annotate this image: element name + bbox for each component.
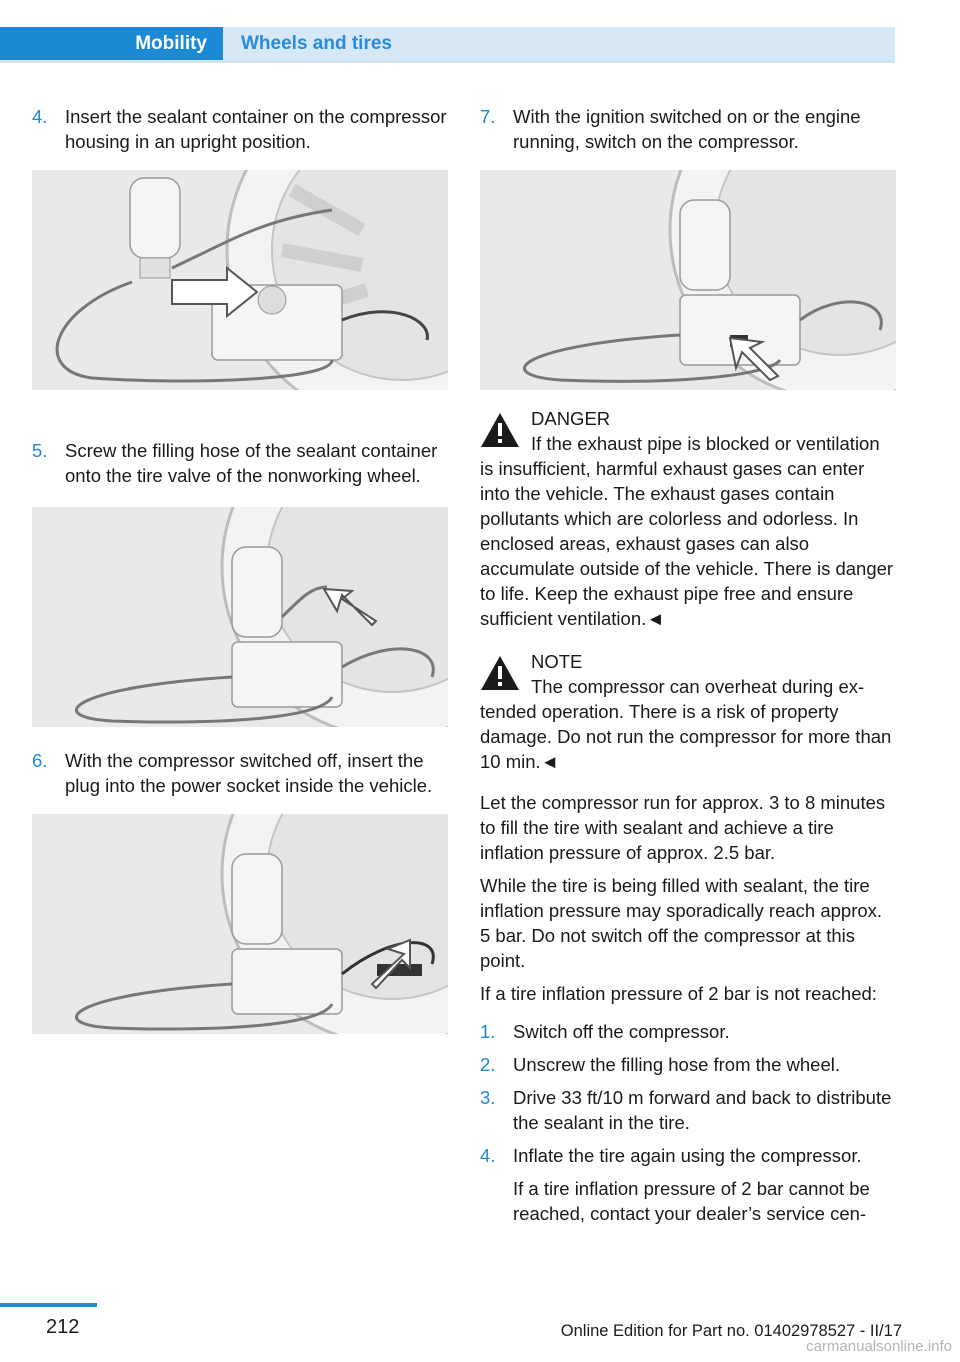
danger-text: If the exhaust pipe is blocked or ventilation is insufficient, harmful exhaust gases can enter into the vehicle. The exhaust gases contain pollutants which are colorless and odorless. In enclosed areas, exhaust gases can also accumulate outside of the vehicle. There is danger to life. Keep the exhaust pipe free and ensure sufficient ventilation.◄ [480,433,894,629]
substep-2 [480,1052,896,1077]
header-divider [0,60,895,63]
note-label: NOTE [531,651,583,672]
step-number: 3. [480,1087,496,1108]
figure-power-plug [32,814,448,1034]
step-number: 7. [480,106,496,127]
step-6 [32,748,448,798]
left-column [32,104,448,1034]
watermark: carmanualsonline.info [806,1338,952,1355]
step-text: Unscrew the filling hose from the wheel. [513,1054,840,1075]
step-number: 1. [480,1021,496,1042]
tab-wheels-and-tires[interactable]: Wheels and tires [223,27,895,61]
figure-insert-container [32,170,448,390]
note-notice [480,649,896,774]
step-text: Insert the sealant container on the compressor housing in an upright position. [65,106,447,152]
note-text: The compressor can overheat during extended operation. There is a risk of property damage. Do not run the compressor for more than 10 min.◄ [480,676,892,772]
tab-mobility[interactable]: Mobility [0,27,223,61]
step-text: Drive 33 ft/10 m forward and back to distribute the sealant in the tire. [513,1087,892,1133]
step-number: 6. [32,750,48,771]
step-4 [32,104,448,154]
step-text: If a tire inflation pressure of 2 bar cannot be reached, contact your dealer’s service cen- [513,1178,870,1224]
page-number: 212 [46,1316,80,1338]
figure-screw-hose [32,507,448,727]
warning-triangle-icon [480,655,520,691]
paragraph-pressure-spike: While the tire is being filled with sealant, the tire inflation pressure may sporadically reach approx. 5 bar. Do not switch off the compressor at this point. [480,875,883,971]
right-column [480,104,896,1226]
step-text: Switch off the compressor. [513,1021,730,1042]
step-text: With the ignition switched on or the engine running, switch on the compressor. [513,106,861,152]
figure-switch-on-compressor [480,170,896,390]
page-number-bar [0,1303,97,1307]
warning-triangle-icon [480,412,520,448]
substep-4 [480,1143,896,1168]
edition-info: Online Edition for Part no. 01402978527 - II/17 [560,1322,902,1340]
substep-3 [480,1085,896,1135]
substep-1 [480,1019,896,1044]
step-number: 2. [480,1054,496,1075]
step-text: Inflate the tire again using the compressor. [513,1145,862,1166]
substep-4-continuation [480,1176,896,1226]
step-text: Screw the filling hose of the sealant container onto the tire valve of the nonworking wheel. [65,440,438,486]
step-7 [480,104,896,154]
danger-notice [480,406,896,631]
step-number: 4. [480,1145,496,1166]
step-5 [32,438,448,488]
paragraph-not-reached: If a tire inflation pressure of 2 bar is not reached: [480,983,877,1004]
danger-label: DANGER [531,408,611,429]
paragraph-run-compressor: Let the compressor run for approx. 3 to 8 minutes to fill the tire with sealant and achieve a tire inflation pressure of approx. 2.5 bar. [480,792,886,863]
step-number: 4. [32,106,48,127]
step-text: With the compressor switched off, insert the plug into the power socket inside the vehicle. [65,750,433,796]
step-number: 5. [32,440,48,461]
